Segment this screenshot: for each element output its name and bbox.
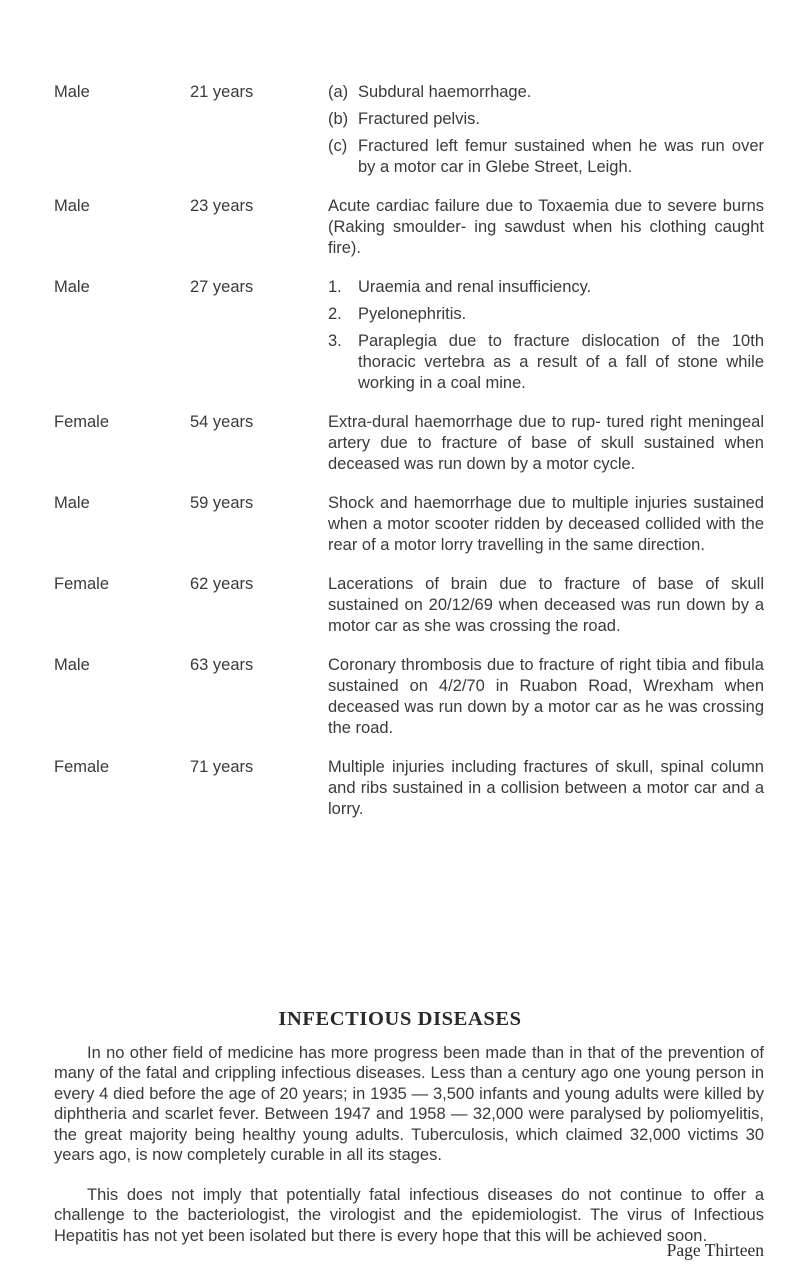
entry-sex: Female bbox=[54, 575, 110, 593]
list-item bbox=[54, 277, 764, 394]
entry-sex: Male bbox=[54, 83, 90, 101]
entry-cause: Extra-dural haemorrhage due to rup- tured right meningeal artery due to fracture of base of skull sustained when deceased was run down by a motor cycle. bbox=[328, 413, 764, 473]
entry-cause bbox=[328, 82, 764, 178]
cause-item-text: Subdural haemorrhage. bbox=[358, 83, 532, 101]
entry-age: 63 years bbox=[190, 656, 254, 674]
list-item bbox=[54, 493, 764, 556]
cause-item-text: Pyelonephritis. bbox=[358, 305, 467, 323]
list-item bbox=[54, 574, 764, 637]
entry-sex: Female bbox=[54, 758, 110, 776]
entry-cause bbox=[328, 277, 764, 394]
body-paragraph: In no other field of medicine has more progress been made than in that of the prevention of many of the fatal and crippling infectious diseases. Less than a century ago one young person in every 4 died before the age of 20 years; in 1935 — 3,500 infants and young adults were killed by diphtheria and scarlet fever. Between 1947 and 1958 — 32,000 were paralysed by poliomyelitis, the great majority being healthy young adults. Tuberculosis, which claimed 32,000 victims 30 years ago, is now completely curable in all its stages. bbox=[54, 1044, 764, 1165]
entry-cause: Multiple injuries including fractures of skull, spinal column and ribs sustained in a collision between a motor car and a lorry. bbox=[328, 758, 764, 818]
entry-age: 27 years bbox=[190, 278, 254, 296]
entry-cause: Shock and haemorrhage due to multiple injuries sustained when a motor scooter ridden by deceased collided with the rear of a motor lorry travelling in the same direction. bbox=[328, 494, 764, 554]
cause-item-mark: 3. bbox=[328, 332, 342, 350]
entry-age: 21 years bbox=[190, 83, 254, 101]
cause-item-text: Fractured pelvis. bbox=[358, 110, 480, 128]
deaths-list bbox=[54, 82, 764, 838]
list-item bbox=[54, 196, 764, 259]
entry-sex: Male bbox=[54, 197, 90, 215]
cause-item-mark: (b) bbox=[328, 110, 349, 128]
cause-item-text: Paraplegia due to fracture dislocation of the 10th thoracic vertebra as a result of a fall of stone while working in a coal mine. bbox=[358, 332, 764, 392]
entry-age: 62 years bbox=[190, 575, 254, 593]
entry-cause: Acute cardiac failure due to Toxaemia due to severe burns (Raking smoulder- ing sawdust when his clothing caught fire). bbox=[328, 197, 764, 257]
cause-item-mark: (c) bbox=[328, 137, 348, 155]
entry-cause: Lacerations of brain due to fracture of base of skull sustained on 20/12/69 when deceased was run down by a motor car as she was crossing the road. bbox=[328, 575, 764, 635]
entry-sex: Female bbox=[54, 413, 110, 431]
entry-age: 23 years bbox=[190, 197, 254, 215]
entry-cause: Coronary thrombosis due to fracture of right tibia and fibula sustained on 4/2/70 in Ruabon Road, Wrexham when deceased was run down by a motor car as he was crossing the road. bbox=[328, 656, 764, 737]
section-heading: INFECTIOUS DISEASES bbox=[278, 1008, 522, 1030]
entry-age: 59 years bbox=[190, 494, 254, 512]
entry-sex: Male bbox=[54, 656, 90, 674]
cause-item bbox=[328, 109, 764, 130]
cause-item bbox=[328, 82, 764, 103]
cause-item bbox=[328, 136, 764, 178]
list-item bbox=[54, 655, 764, 739]
cause-item-mark: 2. bbox=[328, 305, 342, 323]
entry-sex: Male bbox=[54, 278, 90, 296]
body-paragraph: This does not imply that potentially fatal infectious diseases do not continue to offer a challenge to the bacteriologist, the virologist and the epidemiologist. The virus of Infectious Hepatitis has not yet been isolated but there is every hope that this will be achieved soon. bbox=[54, 1186, 764, 1245]
cause-item bbox=[328, 304, 764, 325]
list-item bbox=[54, 757, 764, 820]
entry-sex: Male bbox=[54, 494, 90, 512]
entry-age: 54 years bbox=[190, 413, 254, 431]
cause-item-text: Uraemia and renal insufficiency. bbox=[358, 278, 592, 296]
list-item bbox=[54, 412, 764, 475]
cause-item bbox=[328, 331, 764, 394]
cause-item-mark: 1. bbox=[328, 278, 342, 296]
cause-item-mark: (a) bbox=[328, 83, 349, 101]
cause-item bbox=[328, 277, 764, 298]
list-item bbox=[54, 82, 764, 178]
cause-item-text: Fractured left femur sustained when he was run over by a motor car in Glebe Street, Leigh. bbox=[358, 137, 764, 176]
page-number: Page Thirteen bbox=[666, 1240, 764, 1260]
entry-age: 71 years bbox=[190, 758, 254, 776]
